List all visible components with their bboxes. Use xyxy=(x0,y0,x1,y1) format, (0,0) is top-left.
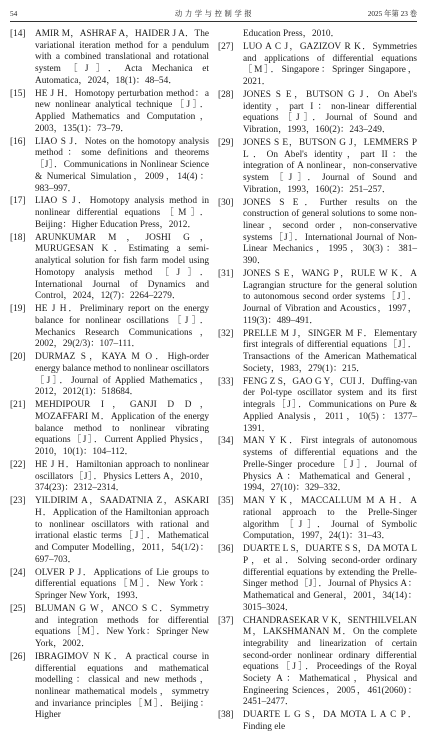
reference-number: [14] xyxy=(10,29,26,39)
reference-number: [29] xyxy=(218,137,234,148)
journal-name: 动 力 学 与 控 制 学 报 xyxy=(174,9,253,18)
reference-item xyxy=(218,90,417,137)
reference-item xyxy=(10,604,209,651)
running-header xyxy=(10,9,417,22)
reference-item xyxy=(10,196,209,231)
reference-number: [16] xyxy=(10,136,26,147)
reference-text: DUARTE L G S，DA MOTA L A C P．Finding ele xyxy=(243,710,417,733)
reference-number: [34] xyxy=(218,436,234,447)
reference-number: [24] xyxy=(10,567,26,578)
reference-item xyxy=(218,544,417,614)
reference-item xyxy=(218,269,417,328)
reference-list-left xyxy=(10,29,209,722)
reference-text: JONES S E，WANG P，RULE W K．A Lagrangian structure for the general solution to autonomous second order systems［J］．Journal of Vibration and Acoustics，1997，119(3)：489–491． xyxy=(243,269,417,326)
reference-number: [26] xyxy=(10,651,26,662)
reference-text: MAN Y K．First integrals of autonomous systems of differential equations and the Prelle-Singer procedure［J］．Journal of Physics A：Mathematical and General，1994，27(10)：329–332． xyxy=(243,436,417,494)
reference-number: [18] xyxy=(10,232,26,243)
reference-text: JONES S E，BUTSON G J，LEMMERS P L．On Abel's identity，part II：the integration of A nonlinear，non-conservative system［J］．Journal of Sound and Vibration，1993，160(2)：251–257． xyxy=(243,137,417,195)
reference-item xyxy=(218,329,417,376)
reference-number: [33] xyxy=(218,376,234,387)
reference-number: [15] xyxy=(10,88,26,99)
reference-item xyxy=(218,616,417,710)
reference-text: ARUNKUMAR M，JOSHI G，MURUGESAN K．Estimating a semi-analytical solution for fish farm model using Homotopy analysis method［J］．International Journal of Dynamics and Control，2024，12(7)：2264–2279． xyxy=(35,232,209,302)
reference-item xyxy=(10,89,209,136)
reference-item xyxy=(10,496,209,566)
reference-list-right xyxy=(218,42,417,734)
reference-text: YILDIRIM A，SAADATNIA Z，ASKARI H．Application of the Hamiltonian approach to nonlinear oscillators with rational and irrational elastic terms［J］．Mathematical and Computer Modelling，2011，54(1/2)：697–703． xyxy=(35,496,209,565)
reference-number: [19] xyxy=(10,304,26,315)
reference-text: DURMAZ S，KAYA M O．High-order energy balance method to nonlinear oscillators［J］．Journal of Applied Mathematics，2012，2012(1)：518684． xyxy=(35,352,209,398)
reference-number: [36] xyxy=(218,544,234,555)
reference-item xyxy=(10,460,209,495)
reference-item xyxy=(10,652,209,722)
reference-item xyxy=(10,568,209,603)
reference-text: LUO A C J，GAZIZOV R K．Symmetries and applications of differential equations［M］．Singapore：Springer Singapore，2021． xyxy=(243,41,417,87)
reference-text: MAN Y K，MACCALLUM M A H．A rational approach to the Prelle-Singer algorithm［J］．Journal of Symbolic Computation，1997，24(1)：31–43． xyxy=(243,496,417,542)
reference-text: MEHDIPOUR I，GANJI D D，MOZAFFARI M．Application of the energy balance method to nonlinear vibrating equations［J］．Current Applied Physics，2010，10(1)：104–112． xyxy=(35,400,209,457)
reference-text: HE J H．Preliminary report on the energy balance for nonlinear oscillations［J］．Mechanics Research Communications，2002，29(2/3)：107–111． xyxy=(35,304,209,350)
reference-number: [22] xyxy=(10,459,26,470)
reference-number: [38] xyxy=(218,710,234,721)
reference-item xyxy=(10,352,209,399)
reference-text: PRELLE M J，SINGER M F．Elementary first integrals of differential equations［J］．Transactions of the American Mathematical Society，1983，279(1)：215． xyxy=(243,328,417,374)
reference-number: [27] xyxy=(218,41,234,52)
issue-label: 2025 年第 23 卷 xyxy=(367,9,417,18)
reference-continuation: Education Press，2010． xyxy=(243,29,340,39)
reference-item xyxy=(218,42,417,89)
reference-text: OLVER P J．Applications of Lie groups to differential equations［M］．New York：Springer New York，1993． xyxy=(35,567,209,601)
reference-text: JONES S E，BUTSON G J．On Abel's identity，part I：non-linear differential equations［J］．Journal of Sound and Vibration，1993，160(2)：243–249． xyxy=(243,89,417,135)
reference-number: [32] xyxy=(218,328,234,339)
reference-text: HE J H．Hamiltonian approach to nonlinear oscillators［J］．Physics Letters A，2010，374(23)：2312–2314． xyxy=(35,459,209,494)
reference-number: [23] xyxy=(10,496,26,507)
reference-text: DUARTE L S，DUARTE S S，DA MOTA L P，et al．Solving second-order ordinary differential equations by extending the Prelle-Singer method［J］．Journal of Physics A：Mathematical and General，2001，34(14)：3015–3024． xyxy=(243,544,417,613)
reference-number: [17] xyxy=(10,196,26,207)
reference-item xyxy=(218,710,417,733)
page-number: 54 xyxy=(10,9,18,18)
reference-item xyxy=(10,304,209,351)
reference-item xyxy=(10,137,209,196)
reference-text: JONES S E．Further results on the construction of general solutions to some non-linear，second order，non-conservative systems［J］．International Journal of Non-Linear Mechanics，1995，30(3)：381–390． xyxy=(243,197,417,267)
reference-text: IBRAGIMOV N K．A practical course in differential equations and mathematical modelling：classical and new methods，nonlinear mathematical models，symmetry and invariance principles［M］．Beijing：Higher xyxy=(35,651,209,721)
reference-item xyxy=(218,496,417,543)
reference-number: [20] xyxy=(10,352,26,363)
reference-item xyxy=(218,436,417,495)
right-column xyxy=(218,29,417,733)
reference-item xyxy=(218,198,417,268)
reference-number: [37] xyxy=(218,615,234,626)
reference-number: [21] xyxy=(10,400,26,411)
reference-number: [30] xyxy=(218,197,234,208)
reference-number: [31] xyxy=(218,269,234,279)
reference-item xyxy=(218,377,417,436)
reference-item xyxy=(10,400,209,459)
reference-text: LIAO S J．Notes on the homotopy analysis method：some definitions and theorems［J］．Communications in Nonlinear Science & Numerical Simulation，2009，14(4)：983–997． xyxy=(35,136,209,194)
reference-text: HE J H．Homotopy perturbation method：a new nonlinear analytical technique［J］．Applied Mathematics and Computation，2003，135(1)：73–79． xyxy=(35,88,209,134)
reference-item xyxy=(10,29,209,88)
reference-number: [35] xyxy=(218,496,234,507)
reference-item xyxy=(10,233,209,303)
reference-text: AMIR M，ASHRAF A，HAIDER J A．The variational iteration method for a pendulum with a combined translational and rotational system［J］．Acta Mechanica et Automatica，2024，18(1)：48–54． xyxy=(35,29,209,86)
reference-item xyxy=(218,138,417,197)
reference-text: LIAO S J．Homotopy analysis method in nonlinear differential equations［M］．Beijing：Higher Education Press，2012． xyxy=(35,196,209,230)
reference-text: BLUMAN G W，ANCO S C．Symmetry and integration methods for differential equations［M］．New York：Springer New York，2002． xyxy=(35,603,209,649)
reference-text: CHANDRASEKAR V K，SENTHILVELAN M，LAKSHMANAN M．On the complete integrability and linearization of certain second-order nonlinear ordinary differential equations［J］．Proceedings of the Royal Society A：Mathematical，Physical and Engineering Sciences，2005，461(2060)：2451–2477． xyxy=(243,615,417,708)
left-column xyxy=(10,29,209,721)
reference-number: [28] xyxy=(218,89,234,100)
reference-text: FENG Z S，GAO G Y，CUI J．Duffing-van der Pol-type oscillator system and its first integrals［J］．Communications on Pure & Applied Analysis，2011，10(5)：1377–1391． xyxy=(243,376,417,434)
reference-number: [25] xyxy=(10,603,26,614)
